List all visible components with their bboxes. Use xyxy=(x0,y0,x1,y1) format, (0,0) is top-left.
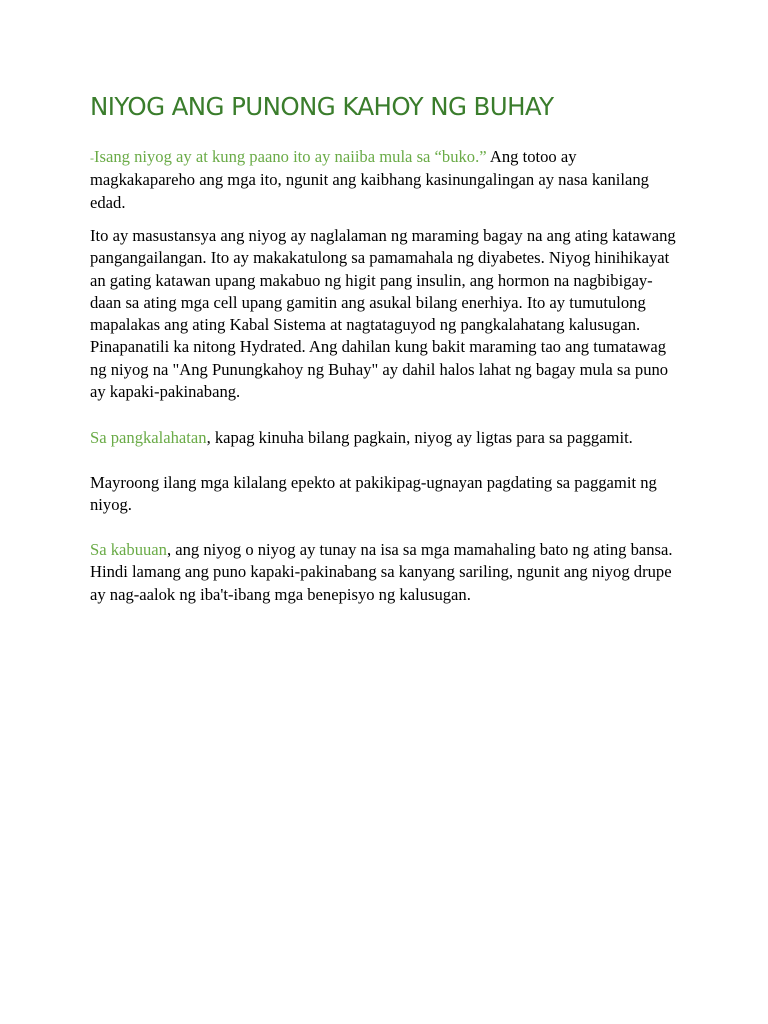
conclusion-rest-text: , ang niyog o niyog ay tunay na isa sa mga mamahaling bato ng ating bansa. Hindi lamang ang puno kapaki-pakinabang sa kanyang sariling, ngunit ang niyog drupe ay nag-aalok ng iba't-ibang mga benepisyo ng kalusugan. xyxy=(90,540,673,604)
safety-lead-text: Sa pangkalahatan xyxy=(90,428,207,447)
paragraph-effects: Mayroong ilang mga kilalang epekto at pakikipag-ugnayan pagdating sa paggamit ng niyog. xyxy=(90,473,657,515)
paragraph-nutrition: Ito ay masustansya ang niyog ay naglalaman ng maraming bagay na ang ating katawang pangangailangan. Ito ay makakatulong sa pamamahala ng diyabetes. Niyog hinihikayat an gating katawan upang makabuo ng higit pang insulin, ang hormon na nagbibigay-daan sa ating mga cell upang gamitin ang asukal bilang enerhiya. Ito ay tumutulong mapalakas ang ating Kabal Sistema at nagtataguyod ng pangkalahatang kalusugan. Pinapanatili ka nitong Hydrated. Ang dahilan kung bakit maraming tao ang tumatawag ng niyog na "Ang Punungkahoy ng Buhay" ay dahil halos lahat ng bagay mula sa puno ay kapaki-pakinabang. xyxy=(90,226,676,402)
intro-dash: - xyxy=(90,151,94,165)
intro-rest-text: Ang totoo ay magkakapareho ang mga ito, ngunit ang kaibhang kasinungalingan ay nasa kanilang edad. xyxy=(90,147,649,212)
paragraph-safety xyxy=(90,427,680,449)
document-title: NIYOG ANG PUNONG KAHOY NG BUHAY xyxy=(90,92,554,121)
paragraph-intro xyxy=(90,146,680,214)
intro-lead-text: Isang niyog ay at kung paano ito ay naiiba mula sa “buko.” xyxy=(94,147,487,166)
paragraph-conclusion xyxy=(90,539,680,606)
conclusion-lead-text: Sa kabuuan xyxy=(90,540,167,559)
safety-rest-text: , kapag kinuha bilang pagkain, niyog ay ligtas para sa paggamit. xyxy=(206,428,633,447)
